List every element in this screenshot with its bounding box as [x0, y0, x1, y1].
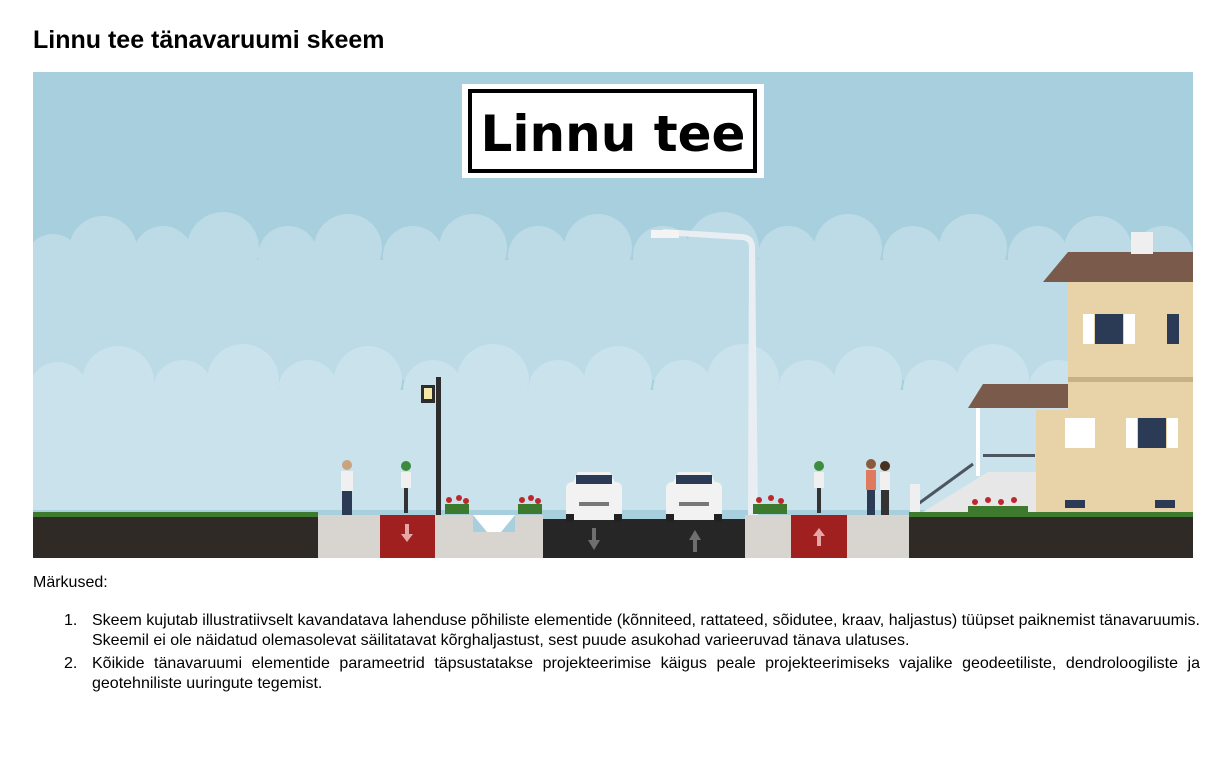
- soil-left: [33, 515, 318, 558]
- verge-right: [745, 515, 791, 558]
- street-name-sign: [462, 84, 764, 178]
- note-text: Kõikide tänavaruumi elementide parameetrid täpsustatakse projekteerimise käigus peale projekteerimiseks vajalike geodeetiliste, dendroloogiliste ja geotehniliste uuringute tegemist.: [92, 655, 1200, 692]
- note-item: [64, 611, 1200, 650]
- notes-heading: Märkused:: [33, 574, 108, 591]
- note-number: 1.: [64, 612, 78, 629]
- car-icon: [666, 472, 722, 522]
- street-section-illustration: [33, 72, 1193, 558]
- page-title: Linnu tee tänavaruumi skeem: [33, 26, 385, 54]
- notes-list: [64, 611, 1200, 697]
- note-item: [64, 654, 1200, 693]
- sidewalk-right: [847, 515, 909, 558]
- verge-left: [435, 515, 473, 558]
- note-text: Skeem kujutab illustratiivselt kavandatava lahenduse põhiliste elementide (kõnniteed, rattateed, sõidutee, kraav, haljastus) tüüpset paiknemist tänavaruumis. Skeemil ei ole näidatud olemasolevat säilitatavat kõrghaljastust, sest puude asukohad varieeruvad tänava ulatuses.: [92, 612, 1200, 649]
- sidewalk-left: [318, 515, 380, 558]
- grass-left: [33, 512, 318, 517]
- pedestrian-icon: [880, 461, 890, 515]
- verge-mid: [515, 515, 543, 558]
- sign-text: Linnu tee: [480, 105, 746, 163]
- roadway: [543, 519, 745, 558]
- note-number: 2.: [64, 655, 78, 672]
- pedestrian-icon: [866, 459, 876, 515]
- car-icon: [566, 472, 622, 522]
- grass-right: [909, 512, 1193, 517]
- soil-right: [909, 515, 1193, 558]
